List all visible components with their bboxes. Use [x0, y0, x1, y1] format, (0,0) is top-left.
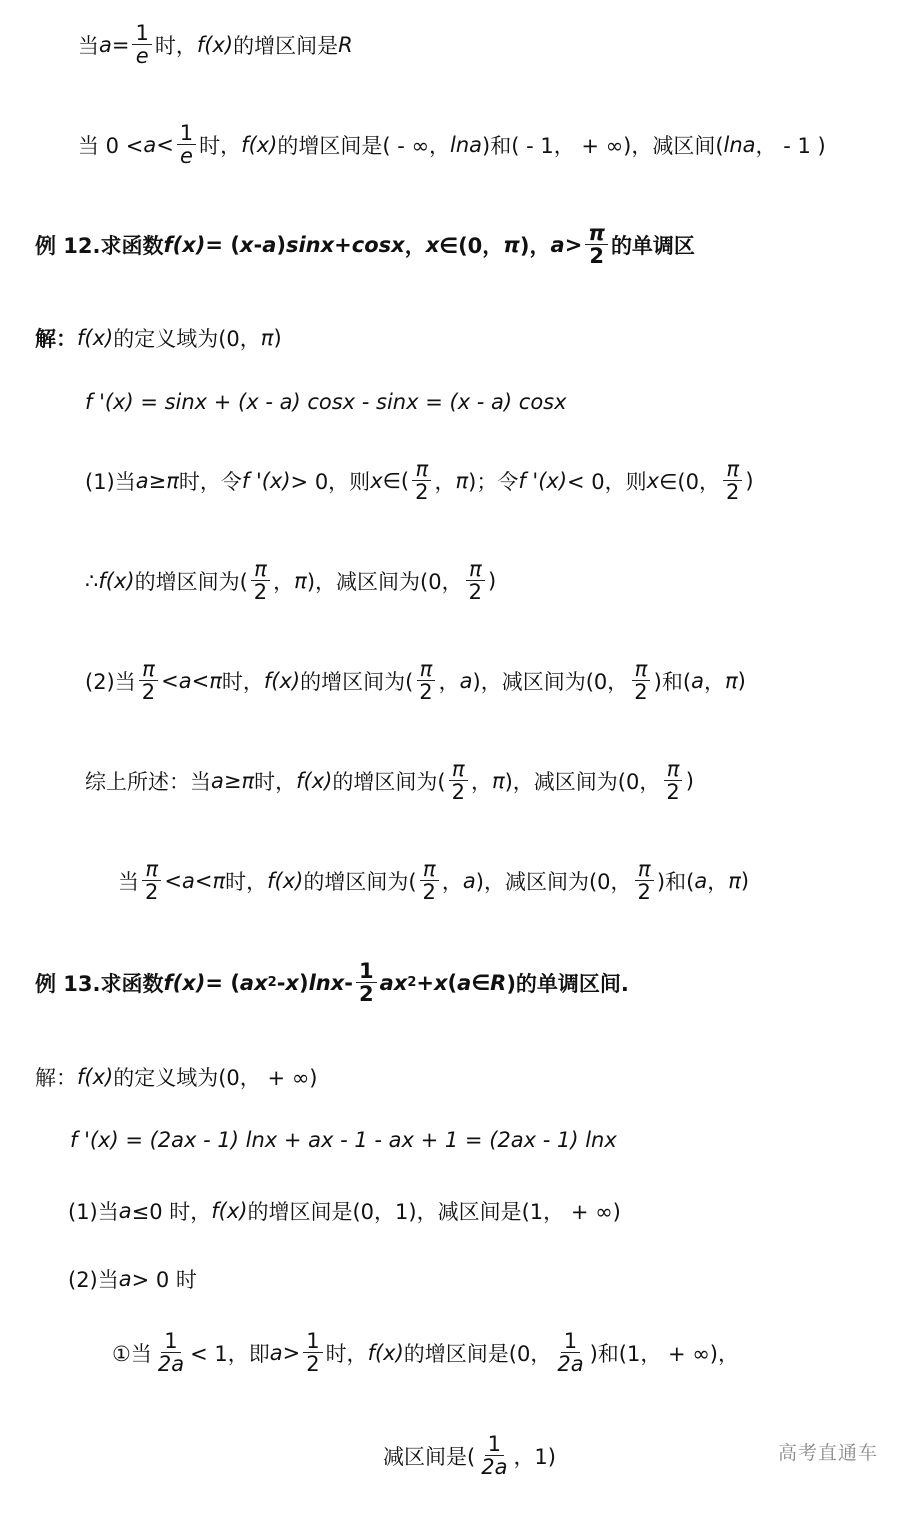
fraction: $\frac{\pi}{2}$: [449, 758, 468, 803]
solution-12-derivative: f '(x) = sinx + (x - a) cosx - sinx = (x - a) cosx: [85, 390, 567, 414]
case-2-line: (2)当 $\frac{\pi}{2}$ < a < π 时， f(x) 的增区间为( $\frac{\pi}{2}$ ， a )，减区间为(0， $\frac{\pi}{2}$ )和( a ， π ): [85, 657, 746, 705]
case-13-2: (2)当 a > 0 时: [68, 1267, 197, 1292]
line-case-a-eq-1-over-e: 当 a = $\frac{1}{e}$ 时， f(x) 的增区间是 R: [78, 21, 353, 69]
summary-line-1: 综上所述：当 a ≥ π 时， f(x) 的增区间为( $\frac{\pi}{2}$ ， π )，减区间为(0， $\frac{\pi}{2}$ ): [85, 757, 694, 805]
case-13-1: (1)当 a ≤0 时， f(x) 的增区间是(0，1)，减区间是(1， + ∞): [68, 1199, 621, 1224]
fraction: $\frac{1}{2a}$: [557, 1329, 584, 1377]
fraction: $\frac{\pi}{2}$: [635, 858, 654, 903]
example-13-heading: 例 13.求函数 f(x) = ( ax 2 - x ) lnx - $\frac{1}{2}$ ax 2 + x ( a ∈ R )的单调区间.: [35, 959, 629, 1007]
case-13-2-subcase-1: ①当 $\frac{1}{2a}$ < 1，即 a > $\frac{1}{2}$ 时， f(x) 的增区间是(0， $\frac{1}{2a}$ )和(1， + ∞)，: [112, 1329, 739, 1377]
solution-12-domain: 解： f(x) 的定义域为(0， π ): [35, 326, 282, 351]
case-1-line: (1)当 a ≥ π 时，令 f '(x) > 0，则 x ∈( $\frac{\pi}{2}$ ， π )；令 f '(x) < 0，则 x ∈(0， $\frac{\pi}{2}$ ): [85, 457, 754, 505]
fraction: $\frac{\pi}{2}$: [723, 458, 742, 503]
fraction: $\frac{\pi}{2}$: [412, 458, 431, 503]
fraction: $\frac{\pi}{2}$: [142, 858, 161, 903]
example-12-heading: 例 12.求函数 f(x) = ( x - a ) sinx + cosx ， x ∈(0， π )， a > $\frac{\pi}{2}$ 的单调区: [35, 221, 695, 269]
fraction: $\frac{1}{e}$: [177, 122, 196, 167]
fraction: $\frac{1}{2}$: [356, 960, 377, 1005]
fraction: $\frac{1}{2}$: [303, 1330, 322, 1375]
fraction: $\frac{\pi}{2}$: [251, 558, 270, 603]
summary-line-2: 当 $\frac{\pi}{2}$ < a < π 时， f(x) 的增区间为( $\frac{\pi}{2}$ ， a )，减区间为(0， $\frac{\pi}{2}$ )和( a ， π ): [118, 857, 750, 905]
line-case-0-lt-a-lt-1-over-e: 当 0 < a < $\frac{1}{e}$ 时， f(x) 的增区间是( - ∞， lna )和( - 1， + ∞)，减区间( lna ， - 1 ): [78, 121, 826, 169]
solution-13-derivative: f '(x) = (2ax - 1) lnx + ax - 1 - ax + 1 = (2ax - 1) lnx: [70, 1128, 617, 1152]
fraction: $\frac{\pi}{2}$: [139, 658, 158, 703]
watermark-text: 高考直通车: [778, 1442, 879, 1464]
fraction: $\frac{1}{2a}$: [481, 1432, 508, 1480]
case-1-result: ∴ f(x) 的增区间为( $\frac{\pi}{2}$ ， π )，减区间为(0， $\frac{\pi}{2}$ ): [85, 557, 497, 605]
fraction: $\frac{\pi}{2}$: [631, 658, 650, 703]
fraction: $\frac{\pi}{2}$: [420, 858, 439, 903]
fraction: $\frac{1}{e}$: [132, 22, 151, 67]
fraction: $\frac{1}{2a}$: [157, 1329, 185, 1377]
fraction: $\frac{\pi}{2}$: [416, 658, 435, 703]
solution-13-domain: 解： f(x) 的定义域为(0， + ∞): [35, 1065, 318, 1090]
fraction: $\frac{\pi}{2}$: [663, 758, 682, 803]
fraction: $\frac{\pi}{2}$: [585, 222, 608, 267]
case-13-2-subcase-1-decreasing: 减区间是( $\frac{1}{2a}$ ，1): [383, 1432, 556, 1480]
fraction: $\frac{\pi}{2}$: [466, 558, 485, 603]
